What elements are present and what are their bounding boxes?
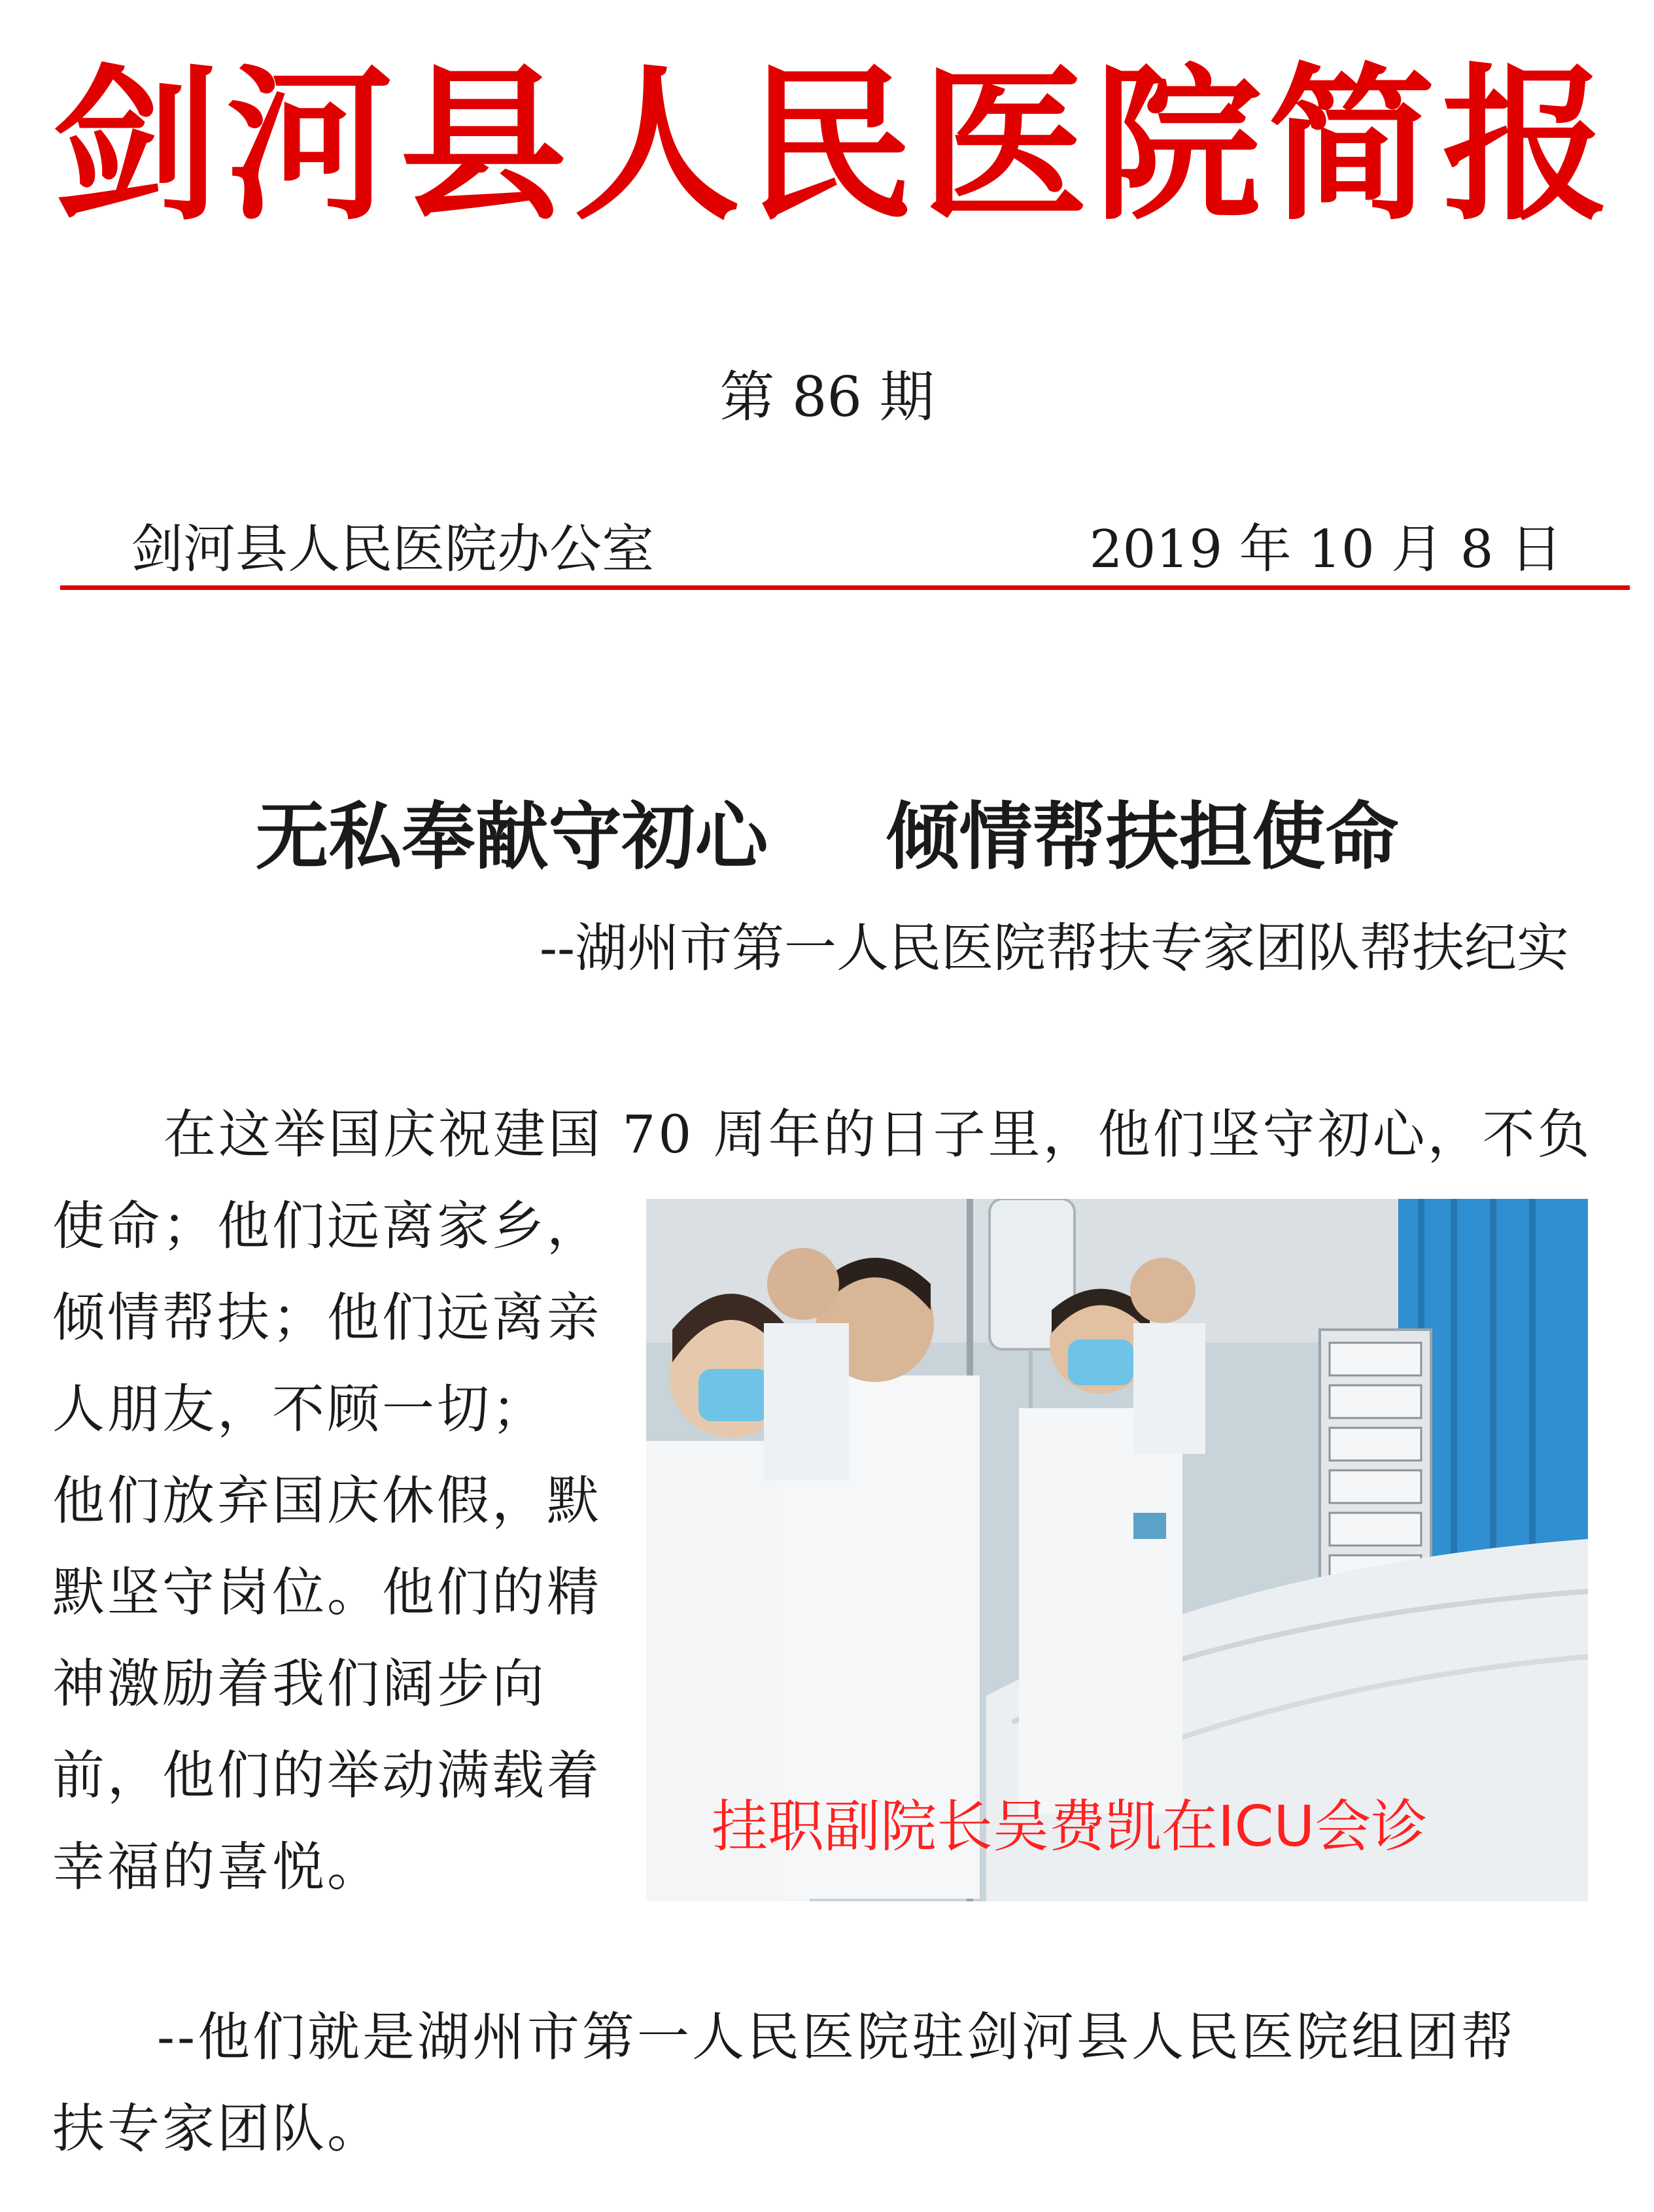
text-line: 使命；他们远离家乡， [52,1196,602,1256]
masthead-char: 县 [400,48,567,243]
issue-number: 第 86 期 [719,365,935,429]
issuing-office: 剑河县人民医院办公室 [131,519,654,579]
masthead-char: 人 [573,48,740,243]
issue-date: 2019 年 10 月 8 日 [1089,519,1562,579]
text-line: 倾情帮扶；他们远离亲 [52,1287,602,1348]
masthead-char: 院 [1094,48,1262,243]
text-line: 他们放弃国庆休假，默 [52,1470,602,1531]
header-divider [60,585,1630,590]
masthead-char: 医 [921,48,1088,243]
masthead-char: 报 [1441,48,1609,243]
headline-part-2: 倾情帮扶担使命 [886,794,1399,880]
article-subheadline: --湖州市第一人民医院帮扶专家团队帮扶纪实 [539,918,1569,978]
text-line: 默坚守岗位。他们的精 [52,1562,602,1623]
masthead-char: 简 [1268,48,1436,243]
paragraph-2 [52,1992,1596,2175]
paragraph-1-first-line [59,1089,1596,1181]
paragraph-1-wrapped-lines [52,1181,628,1913]
newsletter-masthead [52,29,1609,243]
text-line: 人朋友，不顾一切； [52,1379,547,1440]
masthead-char: 民 [747,48,914,243]
text-line: 扶专家团队。 [52,2098,382,2159]
article-headline [0,778,1654,884]
photo-caption: 挂职副院长吴费凯在ICU会诊 [712,1794,1428,1859]
headline-part-1: 无私奉献守初心 [255,794,768,880]
paragraph-text: --他们就是湖州市第一人民医院驻剑河县人民医院组团帮 [157,2007,1517,2067]
masthead-char: 河 [226,48,393,243]
text-line: 前，他们的举动满载着 [52,1745,602,1806]
text-line: 神激励着我们阔步向 [52,1653,547,1714]
masthead-char: 剑 [52,48,220,243]
icu-consultation-photo [646,1199,1588,1901]
text-line: 幸福的喜悦。 [52,1837,382,1897]
paragraph-text: 在这举国庆祝建国 70 周年的日子里，他们坚守初心，不负 [164,1104,1593,1165]
